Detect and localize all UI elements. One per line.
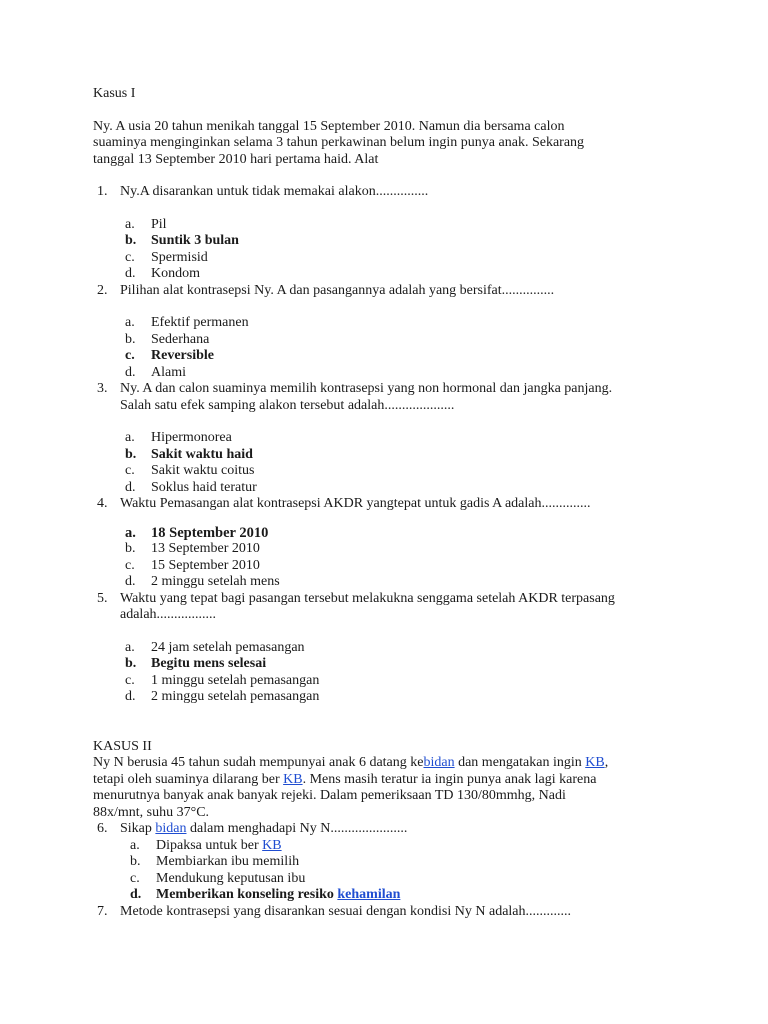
option-b-answer: b. Begitu mens selesai <box>125 656 267 671</box>
kehamilan-link[interactable]: kehamilan <box>337 887 401 902</box>
question-1 <box>93 184 693 201</box>
option-d: d. Soklus haid teratur <box>125 479 257 495</box>
option-c: c. Mendukung keputusan ibu <box>130 870 306 886</box>
option-a-answer: a. 18 September 2010 <box>125 524 269 541</box>
option-b: b. Sederhana <box>125 331 210 347</box>
question-2 <box>93 283 693 300</box>
option-c: c. Sakit waktu coitus <box>125 463 255 478</box>
document-page <box>93 86 693 920</box>
question-number: 6. <box>97 821 108 836</box>
question-number: 5. <box>97 590 108 606</box>
intro-line: suaminya menginginkan selama 3 tahun perkawinan belum ingin punya anak. Sekarang <box>93 135 585 150</box>
question-5-options <box>125 640 693 706</box>
question-text: Ny.A disarankan untuk tidak memakai alakon............... <box>120 184 429 199</box>
intro-line: Ny N berusia 45 tahun sudah mempunyai anak 6 datang kebidan dan mengatakan ingin KB, <box>93 755 609 770</box>
option-c: c. 1 minggu setelah pemasangan <box>125 672 320 688</box>
intro-line: menurutnya banyak anak banyak rejeki. Dalam pemeriksaan TD 130/80mmhg, Nadi <box>93 788 566 803</box>
question-text: Waktu Pemasangan alat kontrasepsi AKDR yangtepat untuk gadis A adalah.............. <box>120 496 591 511</box>
question-number: 1. <box>97 184 108 199</box>
question-number: 2. <box>97 282 108 298</box>
option-b-answer: b. Sakit waktu haid <box>125 446 253 462</box>
intro-line: 88x/mnt, suhu 37°C. <box>93 804 210 820</box>
question-text: Sikap bidan dalam menghadapi Ny N...................... <box>120 821 408 836</box>
option-d-answer: d. Memberikan konseling resiko kehamilan <box>130 887 401 902</box>
question-text: adalah................. <box>120 607 217 622</box>
question-number: 7. <box>97 903 108 919</box>
option-a: a. Efektif permanen <box>125 315 249 330</box>
question-text: Pilihan alat kontrasepsi Ny. A dan pasangannya adalah yang bersifat............... <box>120 282 555 298</box>
kasus-1-title: Kasus I <box>93 86 136 101</box>
intro-line: tanggal 13 September 2010 hari pertama haid. Alat <box>93 151 379 167</box>
question-5 <box>93 591 693 624</box>
intro-line: tetapi oleh suaminya dilarang ber KB. Mens masih teratur ia ingin punya anak lagi karena <box>93 771 597 787</box>
kb-link[interactable]: KB <box>283 771 303 787</box>
option-d: d. 2 minggu setelah mens <box>125 574 280 589</box>
option-a: a. Hipermonorea <box>125 430 232 445</box>
option-a: a. 24 jam setelah pemasangan <box>125 639 305 655</box>
question-text: Salah satu efek samping alakon tersebut adalah.................... <box>120 397 455 413</box>
bidan-link[interactable]: bidan <box>423 755 455 770</box>
kb-link[interactable]: KB <box>585 755 605 770</box>
question-number: 4. <box>97 496 108 511</box>
kasus-2-intro <box>93 755 693 821</box>
question-3-options <box>125 430 693 496</box>
question-6 <box>93 821 693 838</box>
option-a: a. Dipaksa untuk ber KB <box>130 837 282 853</box>
bidan-link[interactable]: bidan <box>155 821 187 836</box>
question-4 <box>93 496 693 513</box>
kasus-2-title: KASUS II <box>93 738 152 754</box>
option-d: d. Kondom <box>125 266 200 281</box>
question-6-options <box>130 838 693 904</box>
question-text: Metode kontrasepsi yang disarankan sesuai dengan kondisi Ny N adalah............. <box>120 903 572 919</box>
option-b: b. Membiarkan ibu memilih <box>130 854 300 869</box>
kasus-1-intro <box>93 119 693 169</box>
kb-link[interactable]: KB <box>262 837 282 853</box>
option-c: c. Spermisid <box>125 249 208 265</box>
question-3 <box>93 381 693 414</box>
question-7 <box>93 904 693 921</box>
option-b-answer: b. Suntik 3 bulan <box>125 233 239 248</box>
question-1-options <box>125 217 693 283</box>
option-a: a. Pil <box>125 216 167 232</box>
question-2-options <box>125 315 693 381</box>
intro-line: Ny. A usia 20 tahun menikah tanggal 15 September 2010. Namun dia bersama calon <box>93 118 565 134</box>
question-text: Ny. A dan calon suaminya memilih kontrasepsi yang non hormonal dan jangka panjang. <box>120 381 613 396</box>
option-d: d. 2 minggu setelah pemasangan <box>125 689 320 704</box>
question-number: 3. <box>97 381 108 396</box>
option-c: c. 15 September 2010 <box>125 557 260 573</box>
option-c-answer: c. Reversible <box>125 348 214 363</box>
question-text: Waktu yang tepat bagi pasangan tersebut melakukna senggama setelah AKDR terpasang <box>120 590 615 606</box>
option-d: d. Alami <box>125 364 186 380</box>
option-b: b. 13 September 2010 <box>125 541 260 556</box>
question-4-options <box>125 525 693 591</box>
